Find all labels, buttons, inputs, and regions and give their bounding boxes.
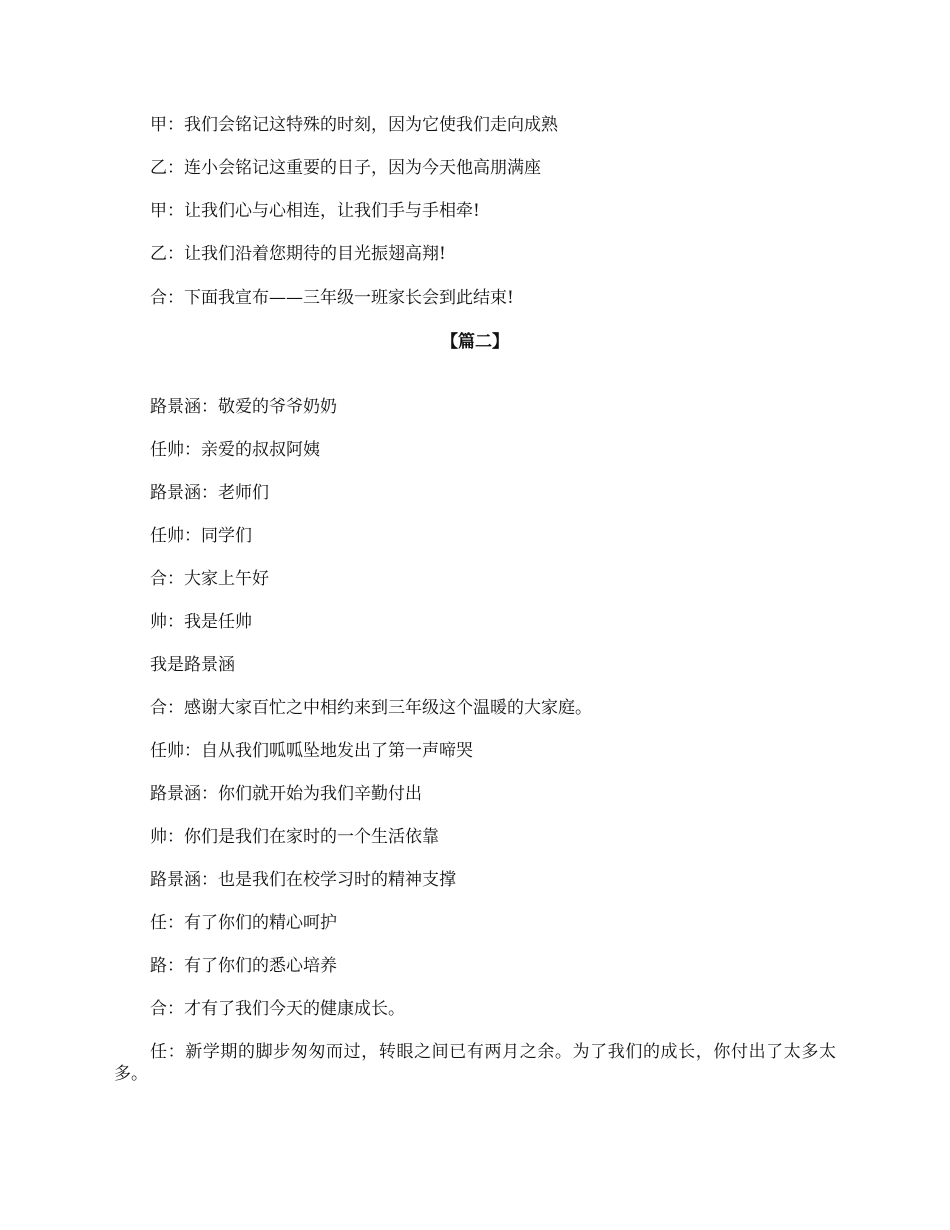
body-paragraph: 任：新学期的脚步匆匆而过，转眼之间已有两月之余。为了我们的成长，你付出了太多太多。: [114, 1042, 836, 1084]
dialogue-line: 帅：我是任帅: [150, 612, 252, 632]
dialogue-line: 我是路景涵: [150, 655, 235, 675]
dialogue-line: 路：有了你们的悉心培养: [150, 956, 337, 976]
dialogue-line: 合：感谢大家百忙之中相约来到三年级这个温暖的大家庭。: [150, 698, 592, 718]
dialogue-line: 合：下面我宣布——三年级一班家长会到此结束!: [150, 288, 514, 308]
dialogue-line: 任帅：亲爱的叔叔阿姨: [150, 440, 320, 460]
dialogue-line: 乙：让我们沿着您期待的目光振翅高翔!: [150, 244, 446, 264]
dialogue-line: 路景涵：敬爱的爷爷奶奶: [150, 397, 337, 417]
dialogue-line: 合：才有了我们今天的健康成长。: [150, 999, 405, 1019]
dialogue-line: 路景涵：也是我们在校学习时的精神支撑: [150, 870, 456, 890]
dialogue-line: 帅：你们是我们在家时的一个生活依靠: [150, 827, 439, 847]
dialogue-line: 任帅：同学们: [150, 526, 252, 546]
dialogue-line: 甲：让我们心与心相连，让我们手与手相牵!: [150, 201, 480, 221]
dialogue-line: 甲：我们会铭记这特殊的时刻，因为它使我们走向成熟: [150, 115, 558, 135]
dialogue-line: 路景涵：你们就开始为我们辛勤付出: [150, 784, 422, 804]
dialogue-line: 合：大家上午好: [150, 569, 269, 589]
dialogue-line: 任帅：自从我们呱呱坠地发出了第一声啼哭: [150, 741, 473, 761]
dialogue-line: 路景涵：老师们: [150, 483, 269, 503]
dialogue-line: 任：有了你们的精心呵护: [150, 913, 337, 933]
section-heading: 【篇二】: [441, 332, 509, 352]
dialogue-line: 乙：连小会铭记这重要的日子，因为今天他高朋满座: [150, 158, 541, 178]
